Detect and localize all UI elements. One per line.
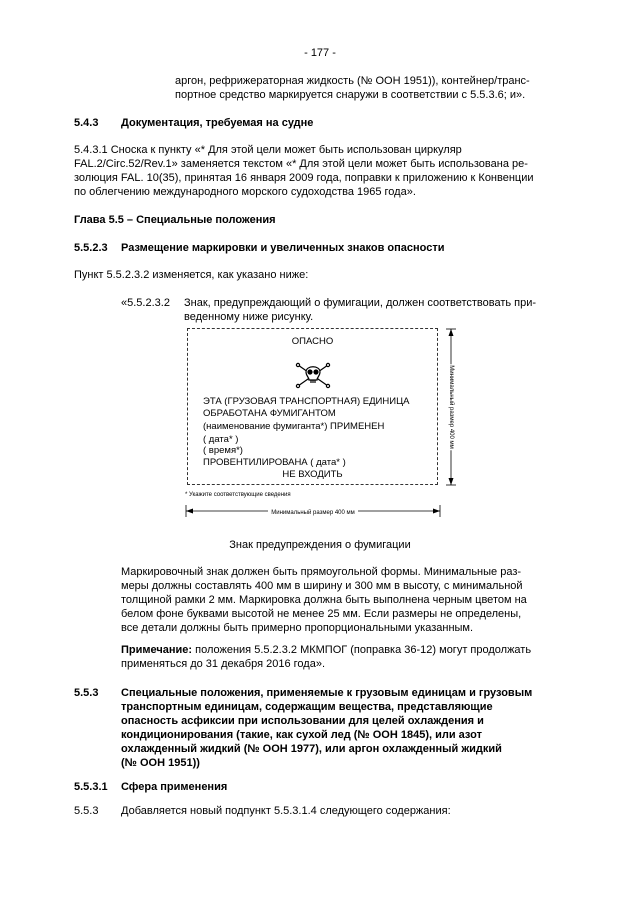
section-553-title-1: Специальные положения, применяемые к грузовым единицам и грузовым xyxy=(121,687,533,699)
sign-line-3: (наименование фумиганта*) ПРИМЕНЕН xyxy=(203,421,385,432)
para-last-text: Добавляется новый подпункт 5.5.3.1.4 следующего содержания: xyxy=(121,805,451,817)
para-sign-line-5: все детали должны быть примерно пропорциональными указанным. xyxy=(121,622,474,634)
intro-line-2: портное средство маркируется снаружи в соответствии с 5.5.3.6; и». xyxy=(175,89,526,101)
chapter-55-heading: Глава 5.5 – Специальные положения xyxy=(74,214,276,226)
sign-line-5: ( время*) xyxy=(203,445,243,456)
quote-line-1: Знак, предупреждающий о фумигации, должен соответствовать при- xyxy=(184,297,537,309)
quote-number: «5.5.2.3.2 xyxy=(121,297,170,309)
section-5531-title: Сфера применения xyxy=(121,781,228,793)
section-5523-number: 5.5.2.3 xyxy=(74,242,108,254)
sign-danger: ОПАСНО xyxy=(291,336,334,347)
intro-line-1: аргон, рефрижераторная жидкость (№ ООН 1951)), контейнер/транс- xyxy=(175,75,530,87)
fumigation-sign xyxy=(187,328,438,485)
note-line-1 xyxy=(121,643,562,657)
note-text-1: положения 5.5.2.3.2 МКМПОГ (поправка 36-12) могут продолжать xyxy=(192,644,532,656)
para-sign-line-1: Маркировочный знак должен быть прямоугольной формы. Минимальные раз- xyxy=(121,566,522,578)
skull-crossbones-icon xyxy=(295,362,331,389)
section-5531-number: 5.5.3.1 xyxy=(74,781,108,793)
width-label-wrap xyxy=(185,507,441,517)
para-last-number: 5.5.3 xyxy=(74,805,99,817)
sign-line-7: НЕ ВХОДИТЬ xyxy=(282,469,343,480)
section-553-number: 5.5.3 xyxy=(74,687,99,699)
section-553-title-3: опасность асфиксии при использовании для целей охлаждения и xyxy=(121,715,484,727)
para-sign-line-3: толщиной рамки 2 мм. Маркировка должна быть выполнена черным цветом на xyxy=(121,594,527,606)
para-5431-line-4: по облегчению международного морского судоходства 1965 года». xyxy=(74,186,416,198)
note-label: Примечание: xyxy=(121,644,193,656)
note-line-2: применяться до 31 декабря 2016 года». xyxy=(121,658,325,670)
sign-line-4: ( дата* ) xyxy=(203,434,239,445)
width-dimension-label: Минимальный размер 400 мм xyxy=(268,510,358,516)
section-553-title-6: (№ ООН 1951)) xyxy=(121,757,200,769)
section-553-title-5: охлажденный жидкий (№ ООН 1977), или аргон охлажденный жидкий xyxy=(121,743,502,755)
section-553-title-4: кондиционирования (такие, как сухой лед (№ ООН 1845), или азот xyxy=(121,729,482,741)
para-sign-line-4: белом фоне буквами высотой не менее 25 мм. Если размеры не определены, xyxy=(121,608,522,620)
section-5523-title: Размещение маркировки и увеличенных знаков опасности xyxy=(121,242,445,254)
para-amend: Пункт 5.5.2.3.2 изменяется, как указано ниже: xyxy=(74,269,309,281)
para-sign-line-2: меры должны составлять 400 мм в ширину и 300 мм в высоту, с минимальной xyxy=(121,580,523,592)
quote-line-2: веденному ниже рисунку. xyxy=(184,311,314,323)
section-543-title: Документация, требуемая на судне xyxy=(121,117,314,129)
para-5431-line-1: 5.4.3.1 Сноска к пункту «* Для этой цели может быть использован циркуляр xyxy=(74,144,462,156)
section-543-number: 5.4.3 xyxy=(74,117,99,129)
sign-footnote: * Укажите соответствующие сведения xyxy=(185,492,291,498)
sign-line-2: ОБРАБОТАНА ФУМИГАНТОМ xyxy=(203,408,336,419)
para-5431-line-3: золюция FAL. 10(35), принятая 16 января 2009 года, поправки к приложению к Конвенции xyxy=(74,172,534,184)
para-5431-line-2: FAL.2/Circ.52/Rev.1» заменяется текстом «* Для этой цели может быть использована ре- xyxy=(74,158,528,170)
page-number: - 177 - xyxy=(304,47,336,59)
sign-line-6: ПРОВЕНТИЛИРОВАНА ( дата* ) xyxy=(203,457,346,468)
figure-caption: Знак предупреждения о фумигации xyxy=(229,539,411,551)
section-553-title-2: транспортным единицам, содержащим вещества, представляющие xyxy=(121,701,493,713)
height-dimension-label: Минимальный размер 400 мм xyxy=(448,365,454,449)
sign-line-1: ЭТА (ГРУЗОВАЯ ТРАНСПОРТНАЯ) ЕДИНИЦА xyxy=(203,396,410,407)
